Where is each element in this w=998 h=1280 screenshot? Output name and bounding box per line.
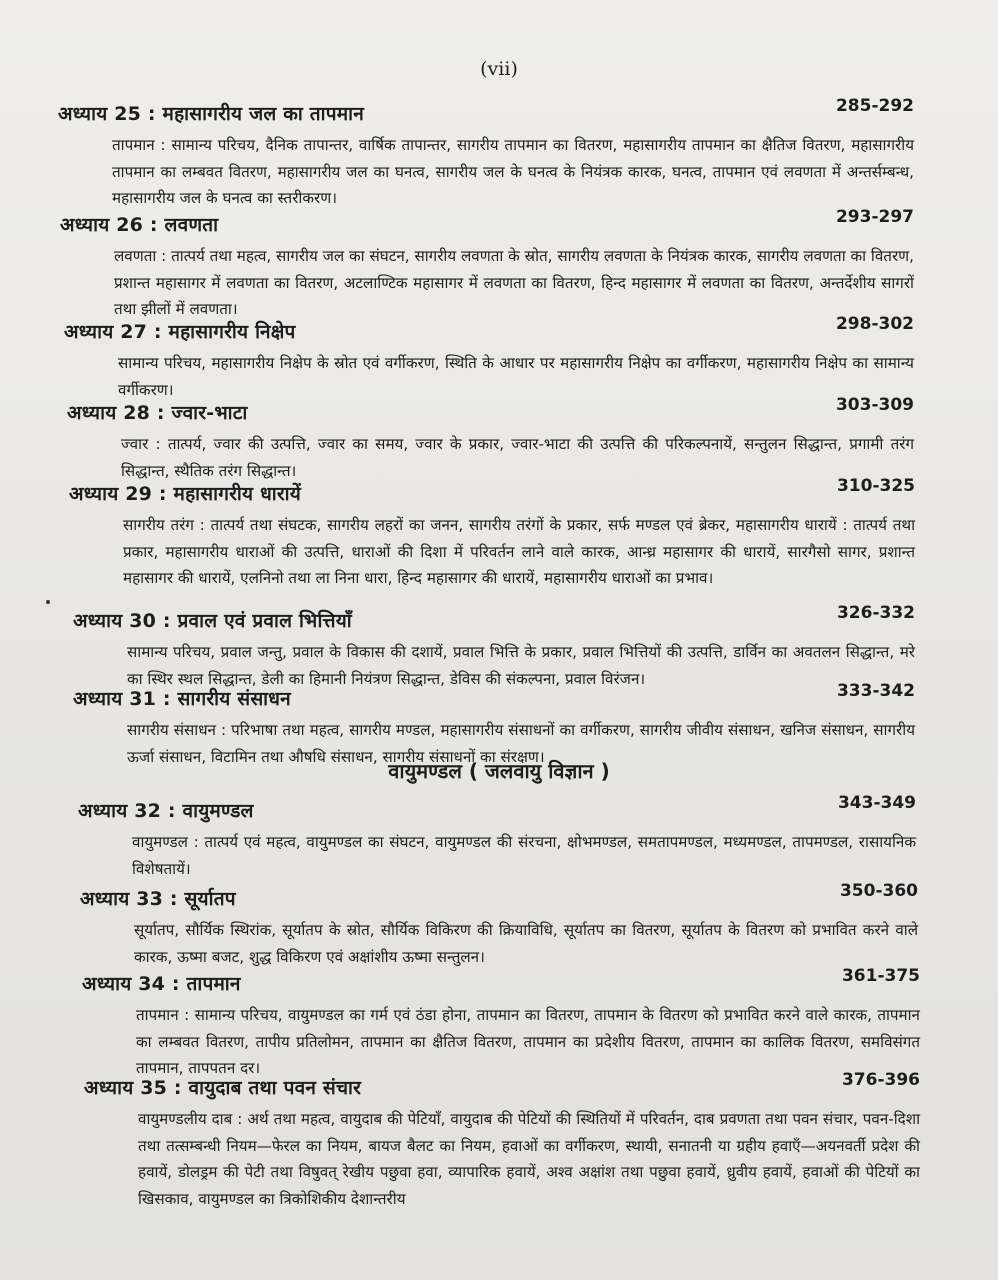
chapter-page-range: 350-360 bbox=[839, 881, 918, 901]
chapter-title: अध्याय 27 : महासागरीय निक्षेप bbox=[64, 321, 296, 343]
chapter-title: अध्याय 26 : लवणता bbox=[60, 214, 219, 236]
chapter-page-range: 293-297 bbox=[835, 207, 914, 227]
chapter-34 bbox=[82, 966, 920, 1082]
chapter-description: वायुमण्डल : तात्पर्य एवं महत्व, वायुमण्डल का संघटन, वायुमण्डल की संरचना, क्षोभमण्डल, समतापमण्डल, मध्यमण्डल, तापमण्डल, रासायनिक विशेषतायें। bbox=[132, 833, 916, 878]
chapter-page-range: 333-342 bbox=[836, 681, 915, 701]
chapter-header bbox=[78, 793, 916, 827]
print-speck bbox=[46, 600, 50, 604]
chapter-page-range: 343-349 bbox=[837, 793, 916, 813]
chapter-page-range: 285-292 bbox=[835, 96, 914, 116]
chapter-description: सागरीय तरंग : तात्पर्य तथा संघटक, सागरीय लहरों का जनन, सागरीय तरंगों के प्रकार, सर्फ मण्डल एवं ब्रेकर, महासागरीय धारायें : तात्पर्य तथा प्रकार, महासागरीय धाराओं की उत्पत्ति, धाराओं की दिशा में परिवर्तन लाने वाले कारक, आन्ध्र महासागर की धारायें, सारगैसो सागर, प्रशान्त महासागर की धारायें, एलनिनो तथा ला निना धारा, हिन्द महासागर की धारायें, महासागरीय धाराओं का प्रभाव। bbox=[123, 516, 915, 587]
chapter-title: अध्याय 34 : तापमान bbox=[82, 973, 241, 995]
chapter-header bbox=[82, 966, 920, 1000]
chapter-page-range: 298-302 bbox=[835, 314, 914, 334]
chapter-description: तापमान : सामान्य परिचय, वायुमण्डल का गर्म एवं ठंडा होना, तापमान का वितरण, तापमान के वितरण को प्रभावित करने वाले कारक, तापमान का लम्बवत वितरण, तापीय प्रतिलोमन, तापमान का क्षैतिज वितरण, तापमान का प्रदेशीय वितरण, तापमान का कालिक वितरण, समविसंगत तापमान, तापपतन दर। bbox=[136, 1006, 920, 1077]
chapter-page-range: 376-396 bbox=[841, 1070, 920, 1090]
chapter-header bbox=[60, 207, 914, 241]
chapter-28 bbox=[67, 395, 914, 484]
chapter-description: तापमान : सामान्य परिचय, दैनिक तापान्तर, वार्षिक तापान्तर, सागरीय तापमान का वितरण, महासागरीय तापमान का क्षैतिज वितरण, महासागरीय तापमान का लम्बवत वितरण, महासागरीय जल का घनत्व, सागरीय जल के घनत्व के नियंत्रक कारक, घनत्व, तापमान एवं लवणता में अन्तर्सम्बन्ध, महासागरीय जल के घनत्व का स्तरीकरण। bbox=[112, 136, 914, 207]
chapter-description: वायुमण्डलीय दाब : अर्थ तथा महत्व, वायुदाब की पेटियाँ, वायुदाब की पेटियों की स्थितियों में परिवर्तन, दाब प्रवणता तथा पवन संचार, पवन-दिशा तथा तत्सम्बन्धी नियम—फेरल का नियम, बायज बैलट का नियम, हवाओं का वर्गीकरण, स्थायी, सनातनी या ग्रहीय हवाएँ—अयनवर्ती प्रदेश की हवायें, डोलड्रम की पेटी तथा विषुवत् रेखीय पछुवा हवा, व्यापारिक हवायें, अश्व अक्षांश तथा पछुवा हवायें, ध्रुवीय हवायें, हवाओं की पेटियों का खिसकाव, वायुमण्डल का त्रिकोशिकीय देशान्तरीय bbox=[138, 1110, 920, 1208]
chapter-header bbox=[64, 314, 914, 348]
chapter-header bbox=[69, 476, 915, 510]
chapter-title: अध्याय 31 : सागरीय संसाधन bbox=[73, 688, 291, 710]
chapter-title: अध्याय 28 : ज्वार-भाटा bbox=[67, 402, 248, 424]
chapter-page-range: 310-325 bbox=[836, 476, 915, 496]
chapter-header bbox=[58, 96, 914, 130]
chapter-title: अध्याय 29 : महासागरीय धारायें bbox=[69, 483, 301, 505]
chapter-title: अध्याय 30 : प्रवाल एवं प्रवाल भित्तियाँ bbox=[73, 610, 352, 632]
chapter-header bbox=[67, 395, 914, 429]
chapter-header bbox=[73, 603, 915, 637]
chapter-header bbox=[73, 681, 915, 715]
chapter-page-range: 303-309 bbox=[835, 395, 914, 415]
chapter-header bbox=[80, 881, 918, 915]
chapter-page-range: 326-332 bbox=[836, 603, 915, 623]
chapter-27 bbox=[64, 314, 914, 403]
chapter-header bbox=[84, 1070, 920, 1104]
chapter-30 bbox=[73, 603, 915, 692]
chapter-description: ज्वार : तात्पर्य, ज्वार की उत्पत्ति, ज्वार का समय, ज्वार के प्रकार, ज्वार-भाटा की उत्पत्ति की परिकल्पनायें, सन्तुलन सिद्धान्त, प्रगामी तरंग सिद्धान्त, स्थैतिक तरंग सिद्धान्त। bbox=[121, 435, 914, 480]
chapter-description: लवणता : तात्पर्य तथा महत्व, सागरीय जल का संघटन, सागरीय लवणता के स्रोत, सागरीय लवणता के नियंत्रक कारक, सागरीय लवणता का वितरण, प्रशान्त महासागर में लवणता का वितरण, अटलाण्टिक महासागर में लवणता का वितरण, हिन्द महासागर में लवणता का वितरण, अन्तर्देशीय सागरों तथा झीलों में लवणता। bbox=[114, 247, 914, 318]
chapter-32 bbox=[78, 793, 916, 882]
chapter-title: अध्याय 35 : वायुदाब तथा पवन संचार bbox=[84, 1077, 362, 1099]
chapter-33 bbox=[80, 881, 918, 970]
section-heading: वायुमण्डल ( जलवायु विज्ञान ) bbox=[388, 759, 610, 783]
chapter-title: अध्याय 25 : महासागरीय जल का तापमान bbox=[58, 103, 364, 125]
chapter-page-range: 361-375 bbox=[841, 966, 920, 986]
chapter-35 bbox=[84, 1070, 920, 1212]
chapter-description: सागरीय संसाधन : परिभाषा तथा महत्व, सागरीय मण्डल, महासागरीय संसाधनों का वर्गीकरण, सागरीय जीवीय संसाधन, खनिज संसाधन, सागरीय ऊर्जा संसाधन, विटामिन तथा औषधि संसाधन, सागरीय संसाधनों का संरक्षण। bbox=[127, 721, 915, 766]
page-number: (vii) bbox=[480, 58, 518, 80]
chapter-25 bbox=[58, 96, 914, 212]
chapter-description: सामान्य परिचय, प्रवाल जन्तु, प्रवाल के विकास की दशायें, प्रवाल भित्ति के प्रकार, प्रवाल भित्तियों की उत्पत्ति, डार्विन का अवतलन सिद्धान्त, मरे का स्थिर स्थल सिद्धान्त, डेली का हिमानी नियंत्रण सिद्धान्त, डेविस की संकल्पना, प्रवाल विरंजन। bbox=[127, 643, 915, 688]
chapter-29 bbox=[69, 476, 915, 592]
chapter-description: सामान्य परिचय, महासागरीय निक्षेप के स्रोत एवं वर्गीकरण, स्थिति के आधार पर महासागरीय निक्षेप का वर्गीकरण, महासागरीय निक्षेप का सामान्य वर्गीकरण। bbox=[118, 354, 914, 399]
chapter-title: अध्याय 33 : सूर्यातप bbox=[80, 888, 236, 910]
chapter-description: सूर्यातप, सौर्यिक स्थिरांक, सूर्यातप के स्रोत, सौर्यिक विकिरण की क्रियाविधि, सूर्यातप का वितरण, सूर्यातप के वितरण को प्रभावित करने वाले कारक, ऊष्मा बजट, शुद्ध विकिरण एवं अक्षांशीय ऊष्मा सन्तुलन। bbox=[134, 921, 918, 966]
chapter-26 bbox=[60, 207, 914, 323]
chapter-title: अध्याय 32 : वायुमण्डल bbox=[78, 800, 254, 822]
